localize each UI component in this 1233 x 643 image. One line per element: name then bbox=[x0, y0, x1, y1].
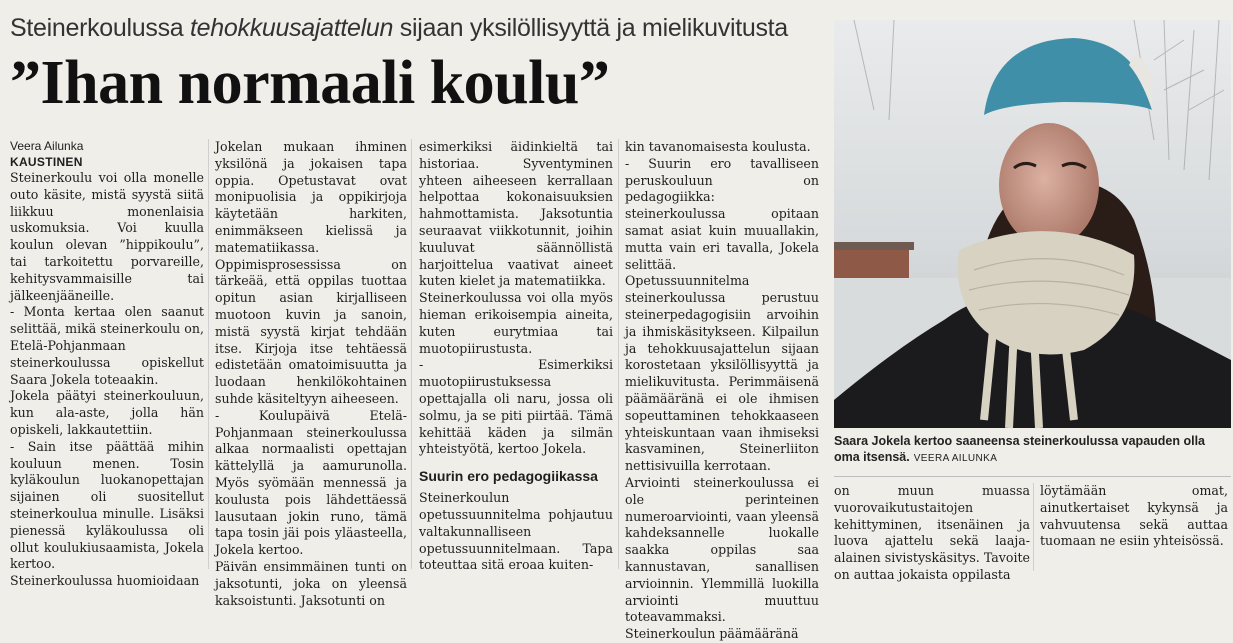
paragraph: - Monta kertaa olen saanut selittää, mikä steinerkoulu on, Etelä-Pohjanmaan steinerkoulussa opiskellut Saara Jokela toteaakin. bbox=[10, 304, 204, 387]
column-1 bbox=[10, 139, 204, 589]
author-name: Veera Ailunka bbox=[10, 139, 84, 153]
photo-caption bbox=[834, 433, 1231, 467]
dateline-place: KAUSTINEN bbox=[10, 154, 83, 169]
paragraph: - Suurin ero tavalliseen peruskouluun on pedagogiikka: steinerkoulussa opitaan samat asiat kuin muuallakin, mutta vain eri tavalla, Jokela selittää. bbox=[625, 155, 819, 272]
paragraph: Steinerkoulun opetussuunnitelma pohjautuu valtakunnalliseen opetussuunnitelmaan. Tapa toteuttaa sitä eroaa kuiten- bbox=[419, 490, 613, 573]
article-photo bbox=[834, 20, 1231, 428]
paragraph: Jokela päätyi steinerkouluun, kun ala-aste, jolla hän opiskeli, lakkautettiin. bbox=[10, 388, 204, 437]
paragraph: Päivän ensimmäinen tunti on jaksotunti, joka on yleensä kaksoistunti. Jaksotunti on bbox=[215, 558, 407, 608]
paragraph: Oppimisprosessissa on tärkeää, että oppilas tuottaa opitun asian kirjalliseen muotoon kuvin ja sanoin, mistä syystä kirjat tehdään itse. Kirjoja itse tehtäessä edistetään omatoimisuutta ja luodaan henkilökohtainen suhde käsiteltyyn aiheeseen. bbox=[215, 256, 407, 406]
byline bbox=[10, 139, 204, 170]
column-6 bbox=[1040, 483, 1228, 573]
column-2 bbox=[215, 139, 407, 608]
barn-shape bbox=[834, 248, 909, 278]
paragraph: Opetussuunnitelma steinerkoulussa perustuu steinerpedagogisiin arvoihin ja ihmiskäsitykseen. Kilpailun ja tehokkuusajattelun sijaan korostetaan yksilöllisyyttä ja mielikuvitusta. Perimmäisenä päämääränä ei ole ihmisen sopeuttaminen tehokkaaseen yhteiskuntaan vaan ihmiseksi kasvaminen, Steinerliiton nettisivuilla kerrotaan. bbox=[625, 273, 819, 474]
kicker-italic: tehokkuusajattelun bbox=[190, 14, 394, 42]
paragraph: - Sain itse päättää mihin kouluun menen. Tosin kyläkoulun luokanopettajan sijainen oli suositellut steinerkoulua minulle. Lisäksi pienessä kyläkoulussa oli ollut koulukiusaamista, Jokela kertoo. bbox=[10, 438, 204, 572]
paragraph: on muun muassa vuorovaikutustaitojen kehittyminen, itsenäinen ja luova ajattelu sekä laaja-alainen sivistyskäsitys. Tavoite on auttaa jokaista oppilasta bbox=[834, 483, 1030, 582]
paragraph: Jokelan mukaan ihminen yksilönä ja jokaisen tapa oppia. Opetustavat ovat monipuolisia ja oppikirjoja käytetään harkiten, enimmäkseen kielissä ja matematiikassa. bbox=[215, 139, 407, 255]
column-divider bbox=[411, 139, 412, 569]
headline: ”Ihan normaali koulu” bbox=[10, 49, 610, 117]
kicker-rest: sijaan yksilöllisyyttä ja mielikuvitusta bbox=[393, 14, 788, 42]
photo-credit: VEERA AILUNKA bbox=[913, 453, 998, 464]
paragraph: löytämään omat, ainutkertaiset kykynsä ja vahvuutensa sekä auttaa tuomaan ne esiin yhteisössä. bbox=[1040, 483, 1228, 549]
column-divider bbox=[618, 139, 619, 569]
caption-rule bbox=[834, 476, 1231, 477]
column-divider bbox=[1033, 483, 1034, 571]
paragraph: Steinerkoulussa voi olla myös hieman erikoisempia aineita, kuten eurytmiaa tai muotopiirustusta. bbox=[419, 290, 613, 356]
paragraph: Steinerkoulu voi olla monelle outo käsite, mistä syystä siitä liikkuu monenlaisia uskomuksia. Voi kuulla koulun olevan ”hippikoulu”, tai tarkoitettu porvareille, kehitysvammaisille tai jälkeenjääneille. bbox=[10, 170, 204, 303]
subheading: Suurin ero pedagogiikassa bbox=[419, 468, 598, 485]
caption-text: Saara Jokela kertoo saaneensa steinerkoulussa vapauden olla oma itsensä. bbox=[834, 434, 1206, 464]
column-3 bbox=[419, 139, 613, 573]
paragraph: Arviointi steinerkoulussa ei ole perinteinen numeroarviointi, vaan yleensä kahdeksannelle luokalle saakka oppilas saa kannustavan, sanallisen arvioinnin. Ylemmillä luokilla arviointi muuttuu toteavammaksi. bbox=[625, 474, 819, 625]
paragraph: Steinerkoulun päämääränä bbox=[625, 626, 799, 642]
column-divider bbox=[208, 139, 209, 569]
paragraph: Steinerkoulussa huomioidaan bbox=[10, 573, 200, 589]
paragraph: esimerkiksi äidinkieltä tai historiaa. Syventyminen yhteen aiheeseen kerrallaan helpottaa kokonaisuuksien hahmottamista. Jaksotuntia seuraavat viikkotunnit, joihin kuuluvat säännöllistä harjoittelua vaativat aineet kuten kielet ja matematiikka. bbox=[419, 139, 613, 289]
paragraph: kin tavanomaisesta koulusta. bbox=[625, 139, 811, 154]
paragraph: - Esimerkiksi muotopiirustuksessa opettajalla oli naru, jossa oli solmu, ja se piti piirtää. Tämä kehittää käden ja silmän yhteistyötä, kertoo Jokela. bbox=[419, 357, 613, 457]
kicker bbox=[10, 14, 830, 43]
column-5 bbox=[834, 483, 1030, 582]
column-4 bbox=[625, 139, 819, 642]
kicker-plain: Steinerkoulussa bbox=[10, 14, 191, 42]
portrait-photo bbox=[834, 20, 1231, 428]
paragraph: - Koulupäivä Etelä-Pohjanmaan steinerkoulussa alkaa normaalisti opettajan kättelyllä ja aamurunolla. Myös syömään mennessä ja koulusta pois lähdettäessä lausutaan jokin runo, tämä tapa tosin jäi pois yläasteella, Jokela kertoo. bbox=[215, 407, 407, 558]
